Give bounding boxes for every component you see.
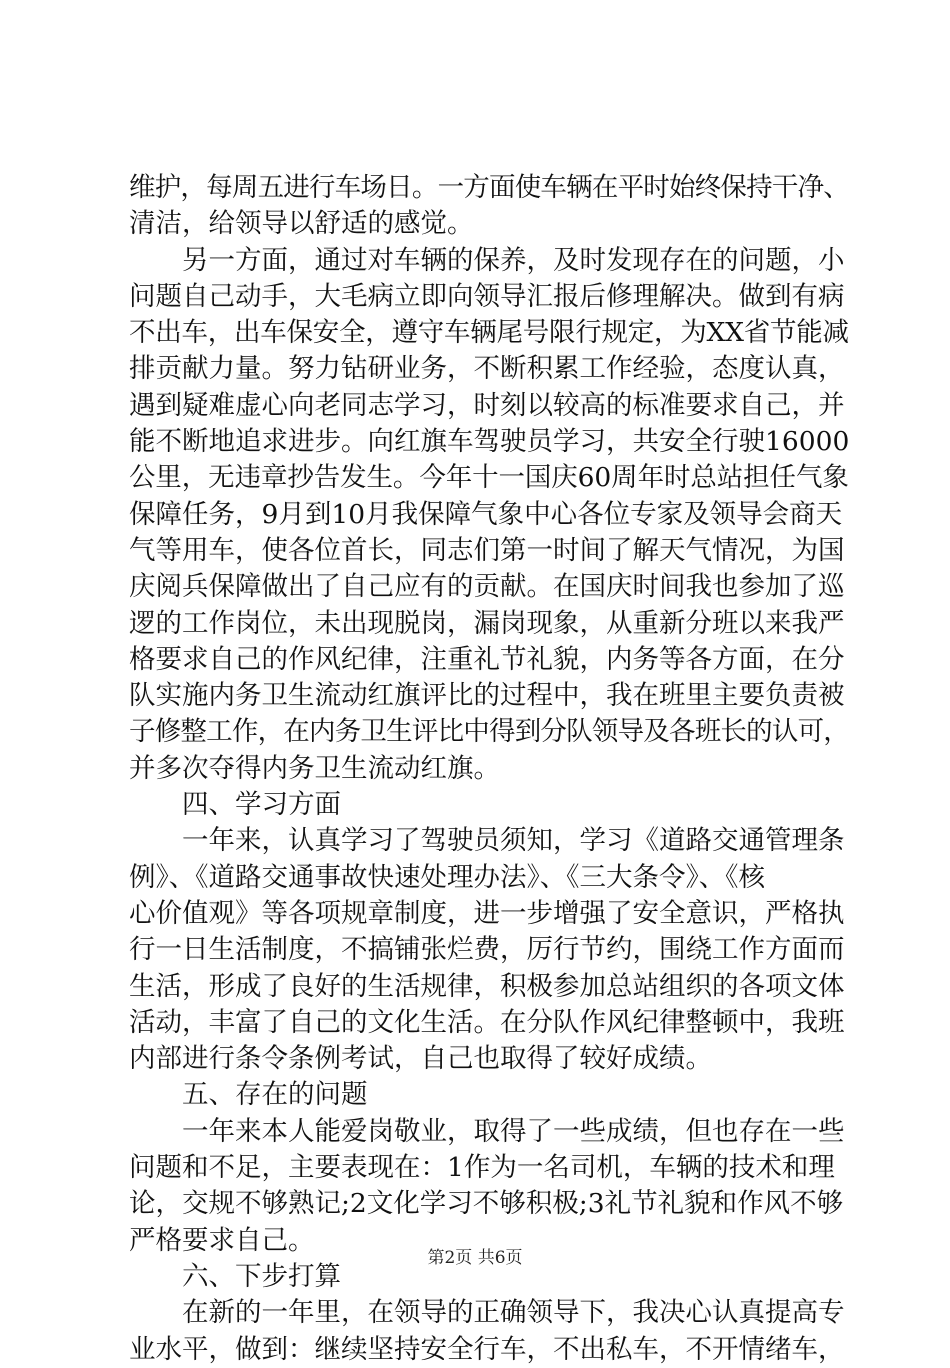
text-line: 维护，每周五进行车场日。一方面使车辆在平时始终保持干净、 bbox=[129, 172, 849, 203]
text-line: 能不断地追求进步。向红旗车驾驶员学习，共安全行驶16000 bbox=[129, 426, 850, 458]
text-line: 并多次夺得内务卫生流动红旗。 bbox=[129, 752, 500, 784]
document-body bbox=[129, 170, 849, 1368]
text-line: 四、学习方面 bbox=[182, 789, 341, 821]
paragraph bbox=[129, 1295, 849, 1368]
text-line: 生活，形成了良好的生活规律，积极参加总站组织的各项文体 bbox=[129, 970, 845, 1002]
text-line: 遇到疑难虚心向老同志学习，时刻以较高的标准要求自己，并 bbox=[129, 389, 845, 421]
text-line: 心价值观》等各项规章制度，进一步增强了安全意识，严格执 bbox=[129, 897, 845, 929]
paragraph bbox=[129, 823, 849, 1077]
text-line: 庆阅兵保障做出了自己应有的贡献。在国庆时间我也参加了巡 bbox=[129, 571, 845, 603]
text-line: 子修整工作，在内务卫生评比中得到分队领导及各班长的认可， bbox=[129, 716, 849, 748]
text-line: 逻的工作岗位，未出现脱岗，漏岗现象，从重新分班以来我严 bbox=[129, 607, 845, 639]
text-line: 另一方面，通过对车辆的保养，及时发现存在的问题，小 bbox=[182, 244, 845, 276]
text-line: 行一日生活制度，不搞铺张烂费，厉行节约，围绕工作方面而 bbox=[129, 934, 845, 966]
text-line: 论，交规不够熟记;2文化学习不够积极;3礼节礼貌和作风不够 bbox=[129, 1188, 844, 1220]
text-line: 气等用车，使各位首长，同志们第一时间了解天气情况，为国 bbox=[129, 534, 845, 566]
text-line: 公里，无违章抄告发生。今年十一国庆60周年时总站担任气象 bbox=[129, 462, 849, 494]
text-line: 清洁，给领导以舒适的感觉。 bbox=[129, 208, 474, 240]
text-line: 例》、《道路交通事故快速处理办法》、《三大条令》、《核 bbox=[129, 861, 765, 893]
paragraph bbox=[129, 787, 849, 823]
paragraph bbox=[129, 1077, 849, 1113]
text-line: 业水平，做到：继续坚持安全行车，不出私车，不开情绪车， bbox=[129, 1333, 845, 1365]
text-line: 一年来，认真学习了驾驶员须知，学习《道路交通管理条 bbox=[182, 825, 845, 857]
paragraph bbox=[129, 243, 849, 787]
paragraph bbox=[129, 170, 849, 243]
text-line: 五、存在的问题 bbox=[182, 1079, 368, 1111]
text-line: 格要求自己的作风纪律，注重礼节礼貌，内务等各方面，在分 bbox=[129, 643, 845, 675]
text-line: 队实施内务卫生流动红旗评比的过程中，我在班里主要负责被 bbox=[129, 680, 845, 712]
text-line: 问题和不足，主要表现在：1作为一名司机，车辆的技术和理 bbox=[129, 1152, 835, 1184]
text-line: 活动，丰富了自己的文化生活。在分队作风纪律整顿中，我班 bbox=[129, 1006, 845, 1038]
paragraph bbox=[129, 1114, 849, 1259]
text-line: 在新的一年里，在领导的正确领导下，我决心认真提高专 bbox=[182, 1297, 845, 1329]
text-line: 六、下步打算 bbox=[182, 1260, 341, 1292]
text-line: 排贡献力量。努力钻研业务，不断积累工作经验，态度认真， bbox=[129, 353, 845, 385]
text-line: 一年来本人能爱岗敬业，取得了一些成绩，但也存在一些 bbox=[182, 1115, 845, 1147]
page-number-footer: 第2页 共6页 bbox=[427, 1248, 523, 1268]
text-line: 内部进行条令条例考试，自己也取得了较好成绩。 bbox=[129, 1043, 712, 1075]
text-line: 问题自己动手，大毛病立即向领导汇报后修理解决。做到有病 bbox=[129, 280, 845, 312]
text-line: 严格要求自己。 bbox=[129, 1224, 315, 1256]
text-line: 保障任务，9月到10月我保障气象中心各位专家及领导会商天 bbox=[129, 498, 843, 530]
text-line: 不出车，出车保安全，遵守车辆尾号限行规定，为XX省节能减 bbox=[129, 317, 849, 349]
